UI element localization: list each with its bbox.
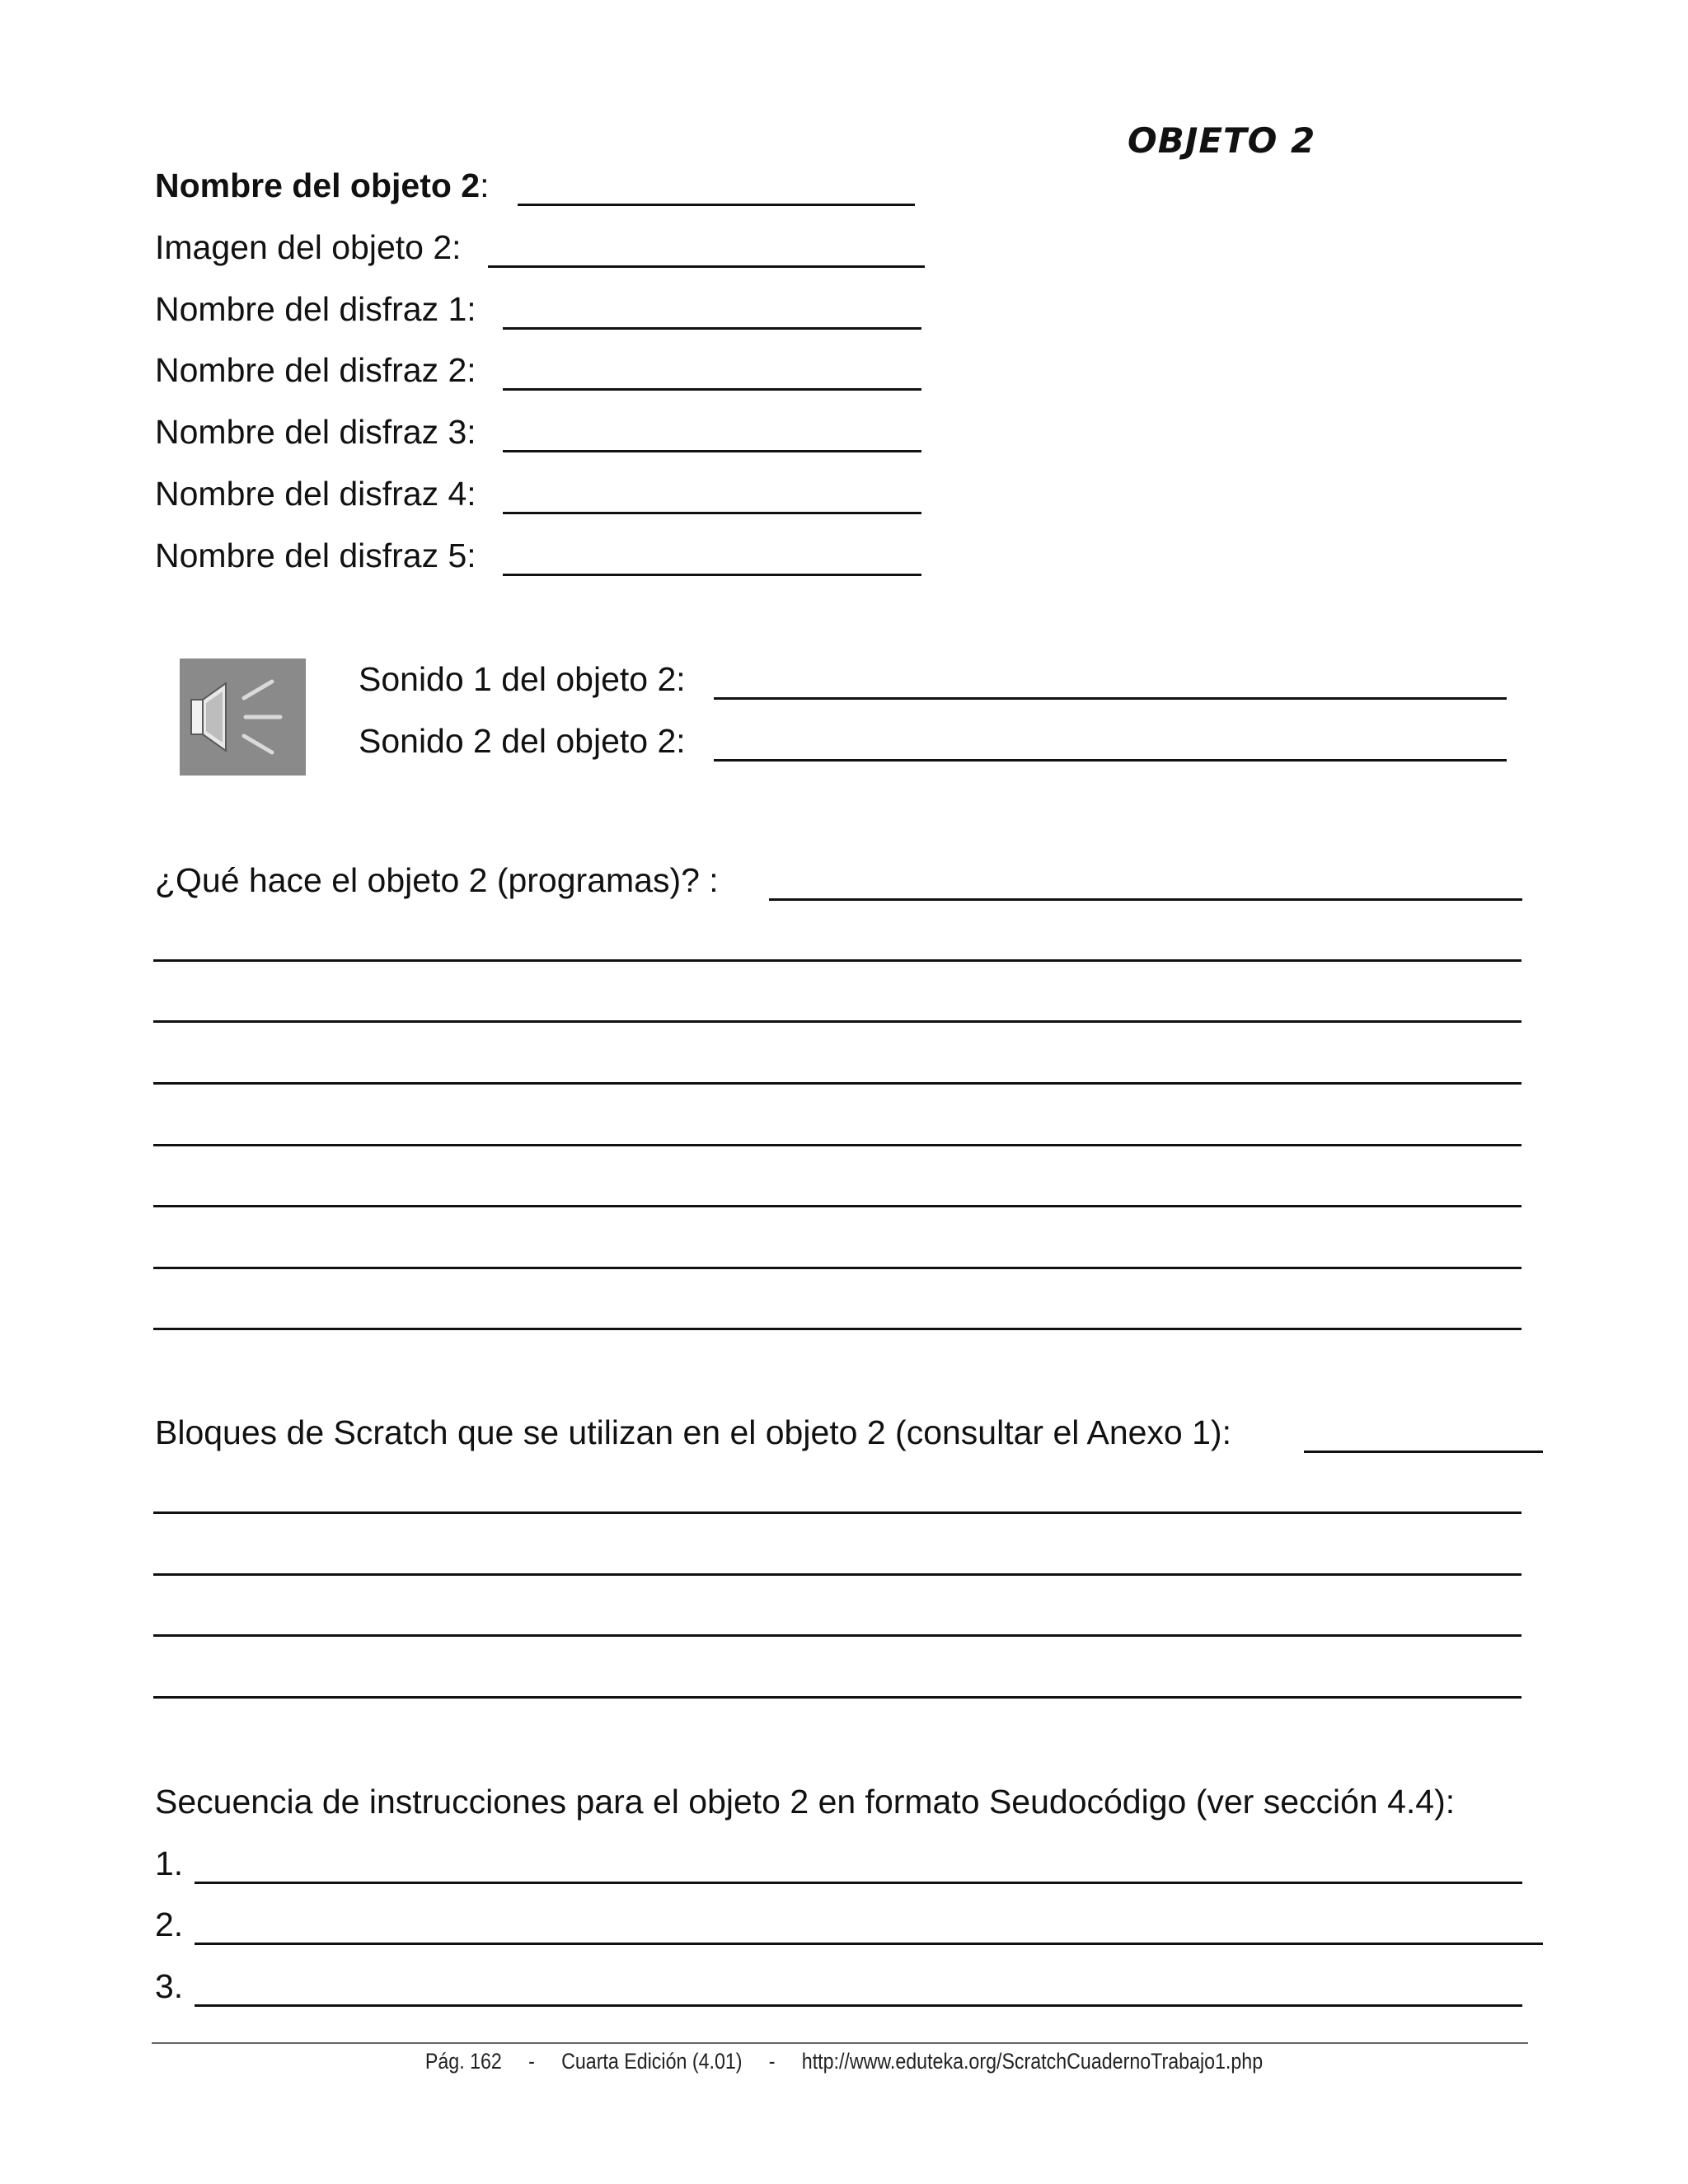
page-heading: OBJETO 2 [1128,120,1316,161]
sequence-label: Secuencia de instrucciones para el objeto 2 en formato Seudocódigo (ver sección 4.4): [155,1783,1456,1821]
object-image-blank[interactable] [488,265,925,268]
blocks-blank[interactable] [1304,1451,1543,1453]
what-does-line-5[interactable] [153,1205,1522,1207]
blocks-line-2[interactable] [153,1573,1522,1576]
what-does-line-1[interactable] [153,959,1522,962]
step-3-blank[interactable] [195,2004,1522,2007]
sound-2-blank[interactable] [714,759,1507,762]
what-does-line-6[interactable] [153,1267,1522,1269]
object-name-colon: : [480,166,490,204]
footer-separator-2: - [768,2049,776,2074]
costume-2-label: Nombre del disfraz 2: [155,351,476,389]
footer-separator-1: - [528,2049,535,2074]
object-image-label: Imagen del objeto 2: [155,228,462,266]
what-does-line-2[interactable] [153,1020,1522,1023]
costume-3-label: Nombre del disfraz 3: [155,413,476,451]
footer-url[interactable]: http://www.eduteka.org/ScratchCuadernoTrabajo1.php [801,2049,1264,2074]
blocks-label: Bloques de Scratch que se utilizan en el objeto 2 (consultar el Anexo 1): [155,1413,1231,1451]
costume-2-blank[interactable] [503,388,921,391]
step-3-number: 3. [155,1967,184,2005]
costume-3-blank[interactable] [503,450,921,452]
sound-1-blank[interactable] [714,697,1507,700]
object-name-blank[interactable] [518,204,915,206]
footer-edition: Cuarta Edición (4.01) [561,2049,743,2074]
costume-5-blank[interactable] [503,574,921,576]
costume-1-label: Nombre del disfraz 1: [155,290,476,328]
blocks-line-1[interactable] [153,1511,1522,1514]
step-1-blank[interactable] [195,1882,1522,1884]
footer-rule [152,2042,1528,2044]
what-does-line-4[interactable] [153,1144,1522,1146]
what-does-line-3[interactable] [153,1082,1522,1085]
costume-1-blank[interactable] [503,327,921,330]
blocks-line-4[interactable] [153,1696,1522,1699]
sound-1-label: Sonido 1 del objeto 2: [359,660,686,698]
what-does-line-7[interactable] [153,1328,1522,1330]
costume-5-label: Nombre del disfraz 5: [155,537,476,574]
what-does-blank[interactable] [769,898,1522,901]
step-1-number: 1. [155,1844,184,1882]
what-does-label: ¿Qué hace el objeto 2 (programas)? : [155,861,719,899]
sound-2-label: Sonido 2 del objeto 2: [359,722,686,760]
object-name-bold: Nombre del objeto 2 [155,166,481,204]
costume-4-blank[interactable] [503,512,921,514]
object-name-label [155,165,490,206]
step-2-number: 2. [155,1905,184,1943]
page-footer [118,2049,1569,2074]
blocks-line-3[interactable] [153,1634,1522,1637]
speaker-icon [180,658,306,776]
costume-4-label: Nombre del disfraz 4: [155,475,476,513]
step-2-blank[interactable] [195,1943,1543,1945]
footer-page: Pág. 162 [424,2049,502,2074]
